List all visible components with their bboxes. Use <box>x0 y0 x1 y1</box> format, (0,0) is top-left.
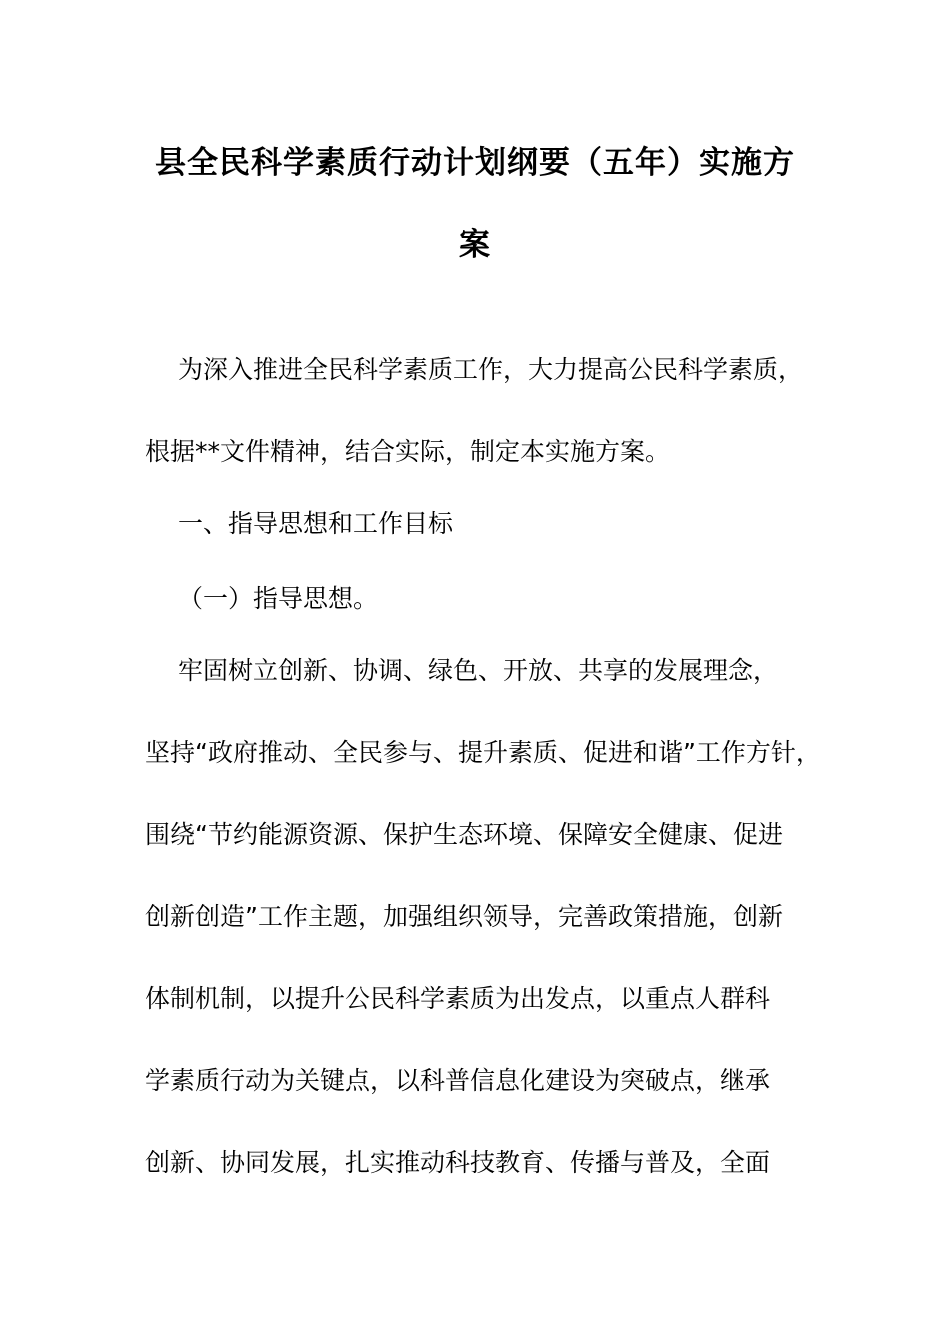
paragraph-intro-line-1: 为深入推进全民科学素质工作，大力提高公民科学素质， <box>178 355 804 384</box>
paragraph-body-line-1: 牢固树立创新、协调、绿色、开放、共享的发展理念， <box>178 656 779 685</box>
paragraph-body-line-2: 坚持“政府推动、全民参与、提升素质、促进和谐”工作方针， <box>145 738 821 767</box>
paragraph-body-line-3: 围绕“节约能源资源、保护生态环境、保障安全健康、促进 <box>145 820 783 849</box>
paragraph-body-line-4: 创新创造”工作主题，加强组织领导，完善政策措施，创新 <box>145 902 783 931</box>
section-heading: 一、指导思想和工作目标 <box>178 509 454 538</box>
document-title-line-2: 案 <box>459 227 491 263</box>
paragraph-intro-line-2: 根据**文件精神，结合实际，制定本实施方案。 <box>145 437 671 466</box>
paragraph-body-line-5: 体制机制，以提升公民科学素质为出发点，以重点人群科 <box>145 984 771 1013</box>
paragraph-body-line-7: 创新、协同发展，扎实推动科技教育、传播与普及，全面 <box>145 1148 771 1177</box>
document-title-line-1: 县全民科学素质行动计划纲要（五年）实施方 <box>155 145 795 181</box>
subsection-heading: （一）指导思想。 <box>178 584 379 613</box>
paragraph-body-line-6: 学素质行动为关键点，以科普信息化建设为突破点，继承 <box>145 1066 771 1095</box>
